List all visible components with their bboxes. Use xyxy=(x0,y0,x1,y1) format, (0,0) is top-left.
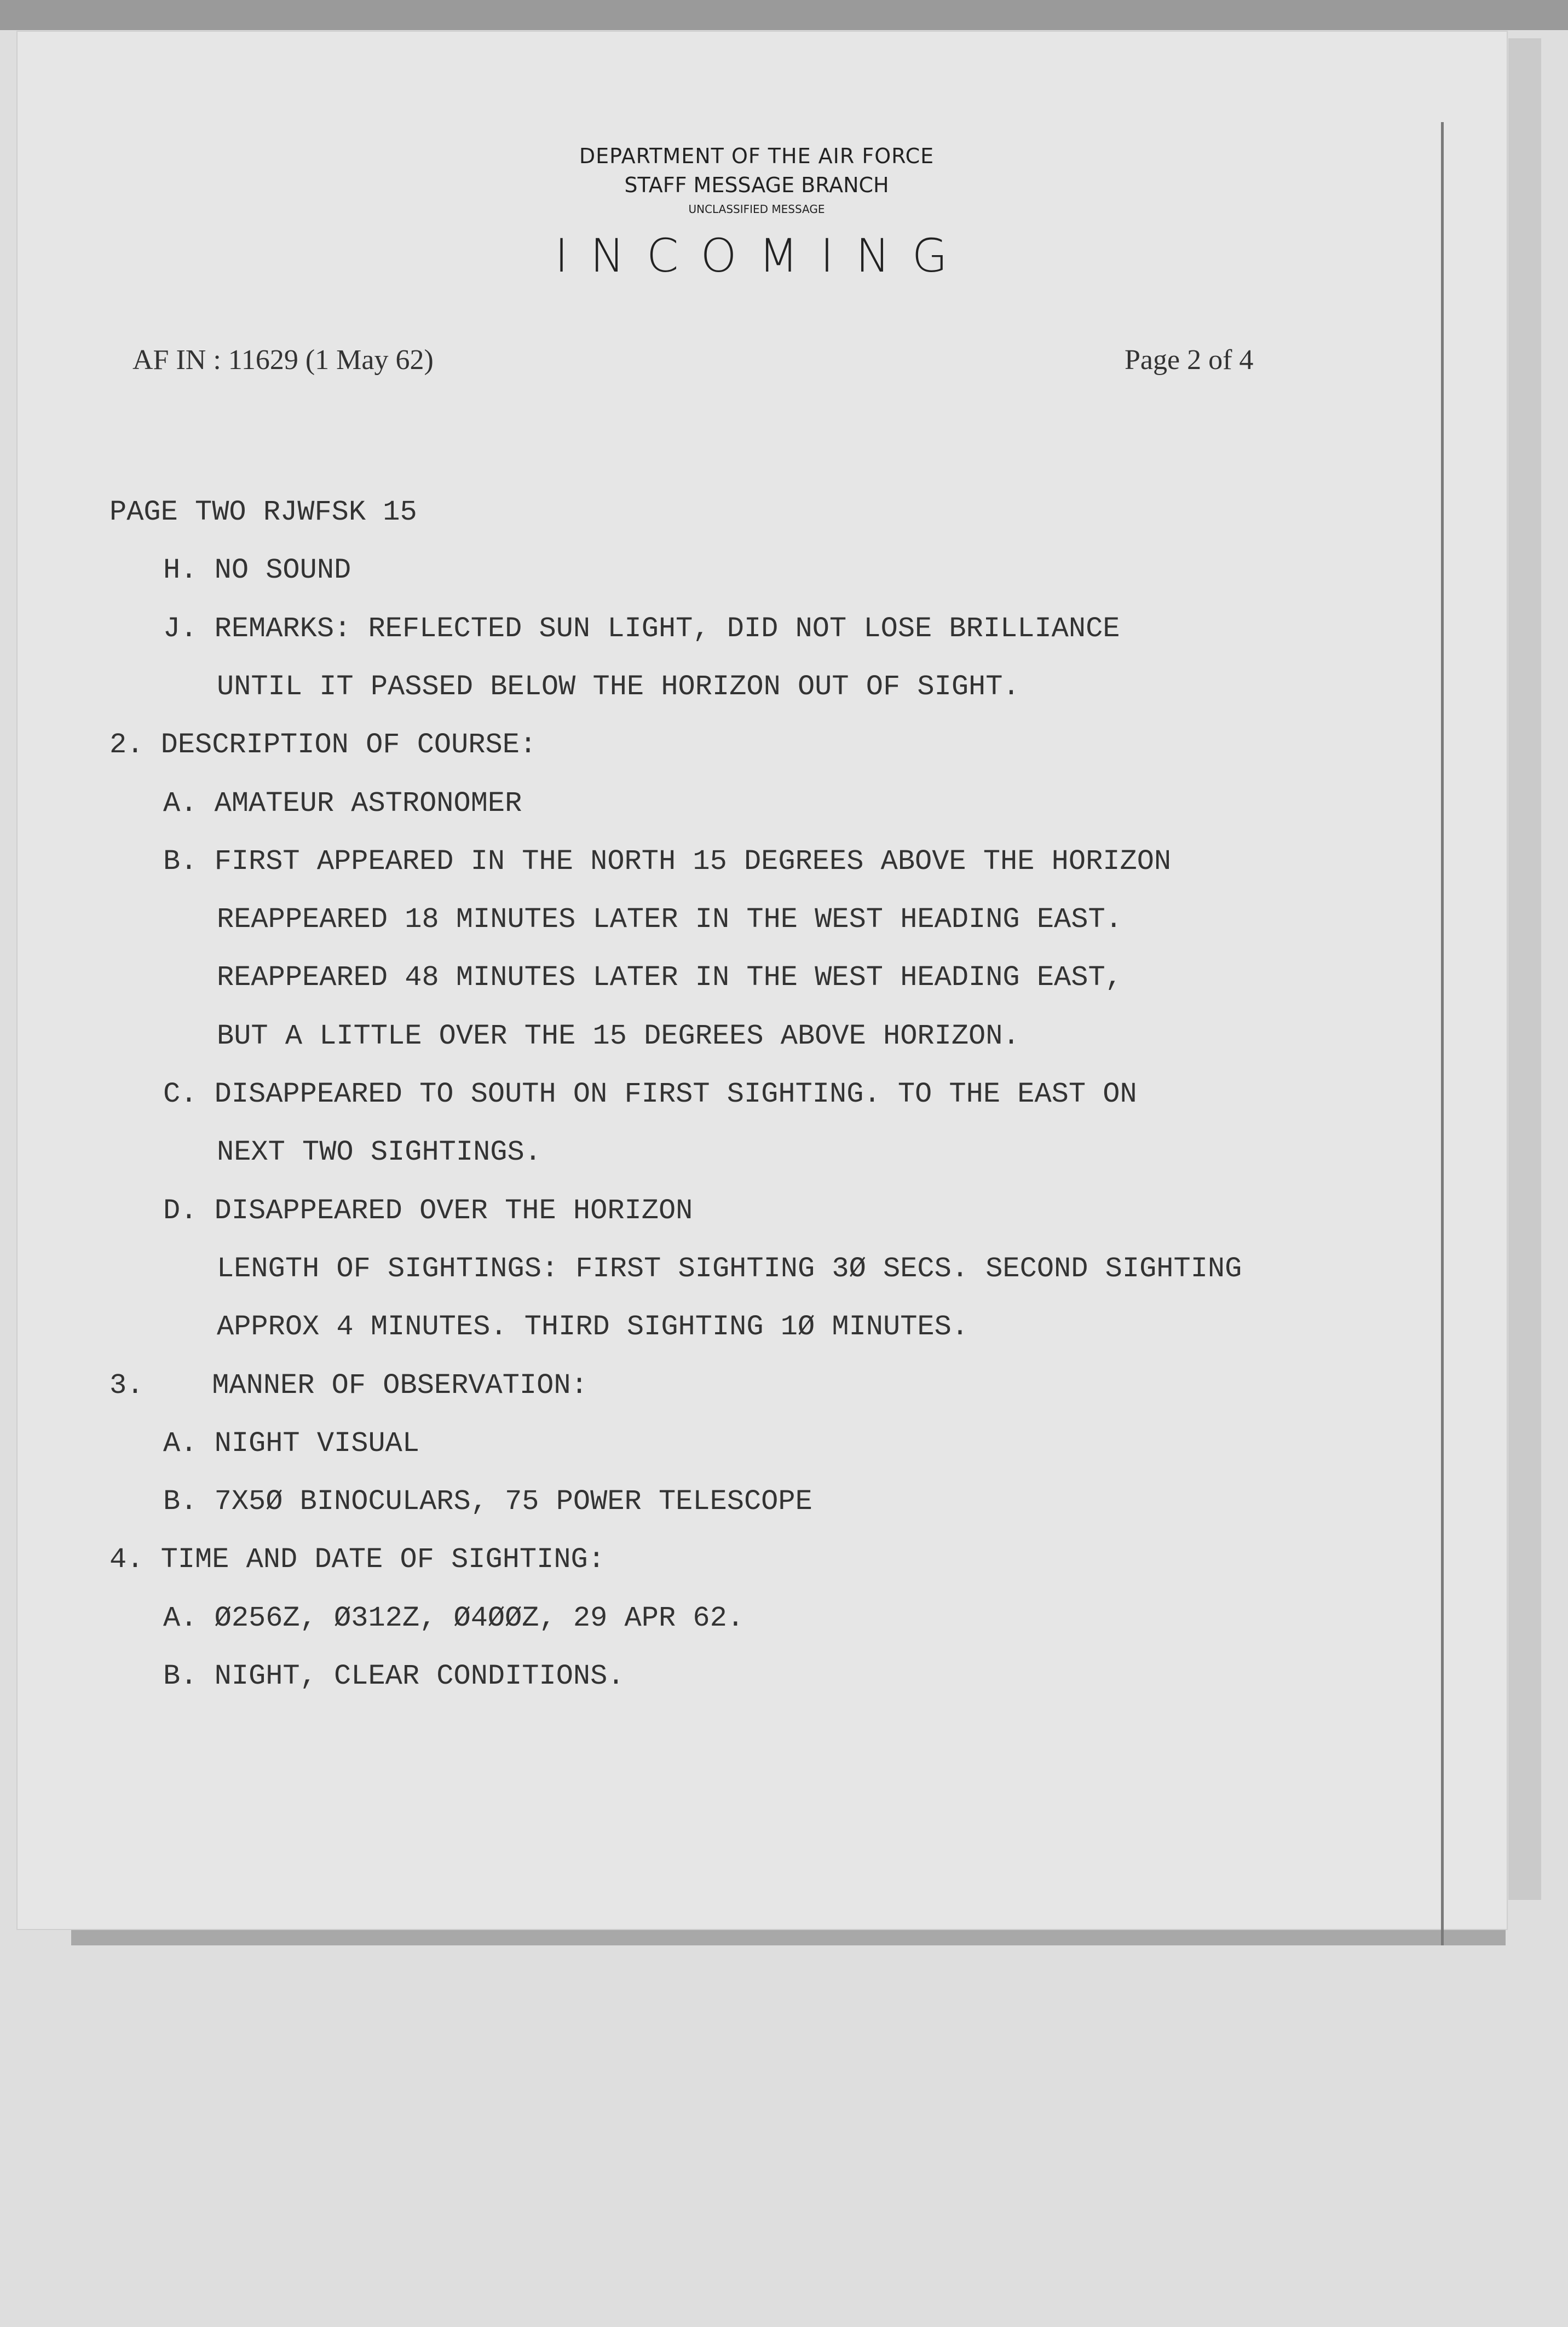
message-line: 4. TIME AND DATE OF SIGHTING: xyxy=(109,1543,605,1576)
message-line: A. AMATEUR ASTRONOMER xyxy=(163,787,522,820)
message-line: BUT A LITTLE OVER THE 15 DEGREES ABOVE HORIZON. xyxy=(217,1019,1020,1052)
message-line: 2. DESCRIPTION OF COURSE: xyxy=(109,729,537,762)
message-type-title: INCOMING xyxy=(555,229,970,283)
message-line: REAPPEARED 18 MINUTES LATER IN THE WEST HEADING EAST. xyxy=(217,903,1122,936)
page-edge-line xyxy=(1441,122,1444,1945)
message-line: UNTIL IT PASSED BELOW THE HORIZON OUT OF SIGHT. xyxy=(217,670,1020,703)
message-line: LENGTH OF SIGHTINGS: FIRST SIGHTING 3Ø SECS. SECOND SIGHTING xyxy=(217,1252,1242,1285)
message-line: J. REMARKS: REFLECTED SUN LIGHT, DID NOT LOSE BRILLIANCE xyxy=(163,612,1120,645)
scan-top-band xyxy=(0,0,1568,30)
branch-heading: STAFF MESSAGE BRANCH xyxy=(624,173,889,197)
message-line: H. NO SOUND xyxy=(163,554,351,587)
department-heading: DEPARTMENT OF THE AIR FORCE xyxy=(579,144,935,168)
message-line: REAPPEARED 48 MINUTES LATER IN THE WEST HEADING EAST, xyxy=(217,961,1122,994)
message-line: B. 7X5Ø BINOCULARS, 75 POWER TELESCOPE xyxy=(163,1485,812,1518)
document-page xyxy=(18,32,1507,1929)
message-line: A. NIGHT VISUAL xyxy=(163,1427,420,1460)
message-line: APPROX 4 MINUTES. THIRD SIGHTING 1Ø MINUTES. xyxy=(217,1311,969,1344)
message-line: B. FIRST APPEARED IN THE NORTH 15 DEGREES ABOVE THE HORIZON xyxy=(163,845,1172,878)
page-number: Page 2 of 4 xyxy=(1125,344,1254,376)
message-line: D. DISAPPEARED OVER THE HORIZON xyxy=(163,1194,693,1227)
message-line: A. Ø256Z, Ø312Z, Ø4ØØZ, 29 APR 62. xyxy=(163,1602,744,1634)
message-line: PAGE TWO RJWFSK 15 xyxy=(109,496,417,528)
scan-shadow-bottom xyxy=(71,1930,1506,1945)
message-line: C. DISAPPEARED TO SOUTH ON FIRST SIGHTING. TO THE EAST ON xyxy=(163,1078,1137,1110)
af-in-reference: AF IN : 11629 (1 May 62) xyxy=(132,344,434,376)
message-line: B. NIGHT, CLEAR CONDITIONS. xyxy=(163,1660,625,1692)
scan-shadow xyxy=(1508,38,1541,1900)
classification-label: UNCLASSIFIED MESSAGE xyxy=(688,203,825,216)
message-line: NEXT TWO SIGHTINGS. xyxy=(217,1136,541,1169)
message-line: 3. MANNER OF OBSERVATION: xyxy=(109,1369,588,1402)
